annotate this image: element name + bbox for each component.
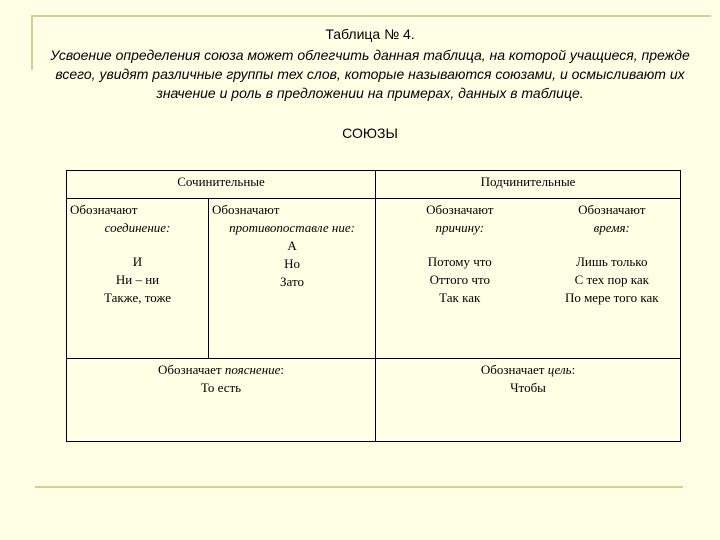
example-item: То есть: [200, 380, 242, 396]
cell-meaning: время:: [593, 219, 630, 235]
example-item: И: [132, 253, 143, 269]
example-item: Также, тоже: [103, 289, 172, 305]
cell-colon: :: [571, 362, 576, 378]
table-subtitle: СОЮЗЫ: [342, 125, 398, 141]
example-item: Зато: [280, 273, 304, 289]
cell-kind: Обозначают: [70, 201, 138, 217]
cell-time: [544, 198, 681, 359]
example-item: Так как: [439, 289, 481, 305]
cell-meaning: цель: [547, 362, 572, 378]
cell-colon: :: [280, 362, 285, 378]
cell-kind: Обозначают: [578, 201, 646, 217]
example-item: Но: [284, 255, 300, 271]
header-coordinating: Сочинительные: [67, 171, 376, 199]
cell-meaning: пояснение: [224, 362, 281, 378]
cell-reason: [376, 198, 544, 359]
example-item: Лишь только: [576, 253, 648, 269]
example-item: Потому что: [427, 253, 492, 269]
cell-kind: Обозначает: [480, 362, 548, 378]
decor-bottom-line: [35, 486, 683, 488]
example-item: Чтобы: [510, 380, 546, 396]
cell-purpose: [376, 359, 681, 442]
header-subordinating: Подчинительные: [376, 171, 681, 199]
cell-meaning: противопоставле ние:: [229, 219, 355, 235]
unions-table: [66, 170, 681, 442]
cell-meaning: причину:: [435, 219, 485, 235]
example-item: Оттого что: [429, 271, 490, 287]
example-item: По мере того как: [564, 289, 659, 305]
cell-connection: [67, 198, 209, 359]
cell-kind: Обозначают: [212, 201, 280, 217]
example-item: А: [287, 237, 297, 253]
cell-kind: Обозначает: [157, 362, 225, 378]
example-item: С тех пор как: [574, 271, 649, 287]
cell-explanation: [67, 359, 376, 442]
example-item: Ни – ни: [115, 271, 160, 287]
cell-opposition: [209, 198, 376, 359]
decor-left-line: [31, 15, 33, 70]
decor-top-line: [31, 15, 711, 17]
intro-text: Усвоение определения союза может облегчить данная таблица, на которой учащиеся, прежде всего, увидят различные группы тех слов, которые называются союзами, и осмысливают их значение и роль в предложении на примерах, данных в таблице.: [50, 47, 690, 101]
page-title: Таблица № 4.: [325, 26, 415, 42]
cell-meaning: соединение:: [104, 219, 171, 235]
cell-kind: Обозначают: [426, 201, 494, 217]
